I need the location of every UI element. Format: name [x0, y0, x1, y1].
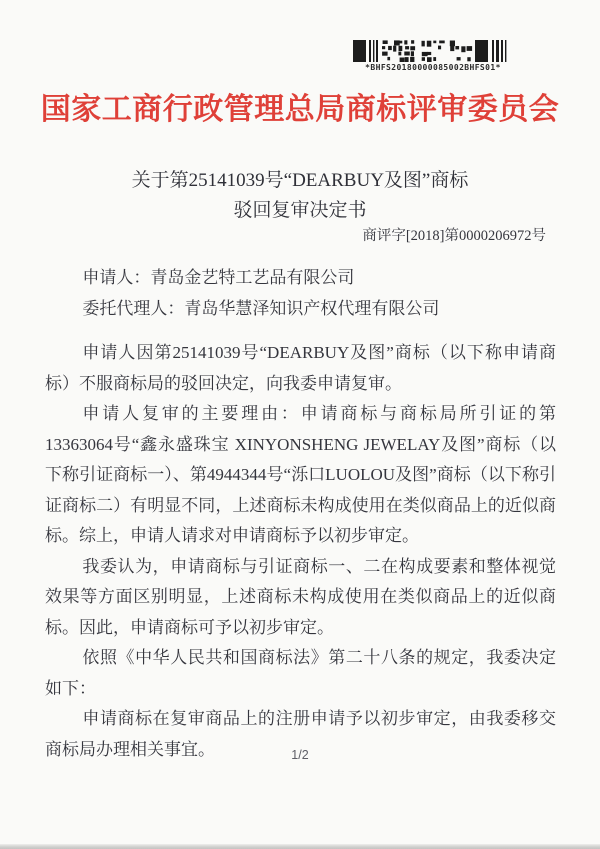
body-paragraph: 申请人因第25141039号“DEARBUY及图”商标（以下称申请商标）不服商标局的驳回决定，向我委申请复审。: [45, 343, 556, 393]
document-title: [0, 166, 600, 226]
barcode-image: [353, 40, 513, 62]
barcode-text: *BHFS20180000085002BHFS01*: [365, 63, 501, 72]
page-number: 1/2: [291, 748, 309, 762]
body-paragraph: 申请商标在复审商品上的注册申请予以初步审定，由我委移交商标局办理相关事宜。: [45, 709, 556, 759]
organization-header: 国家工商行政管理总局商标评审委员会: [40, 93, 560, 126]
scan-edge: [0, 844, 600, 849]
parties-section: [45, 262, 555, 324]
agent-line: 委托代理人：青岛华慧泽知识产权代理有限公司: [82, 299, 440, 318]
barcode: [353, 40, 513, 72]
document-title-line2: 驳回复审决定书: [233, 200, 367, 221]
case-number: 商评字[2018]第0000206972号: [362, 228, 546, 244]
applicant-line: 申请人：青岛金艺特工艺品有限公司: [82, 268, 355, 287]
document-title-line1: 关于第25141039号“DEARBUY及图”商标: [131, 170, 469, 191]
body-paragraph: 我委认为，申请商标与引证商标一、二在构成要素和整体视觉效果等方面区别明显，上述商标未构成使用在类似商品上的近似商标。因此，申请商标可予以初步审定。: [45, 556, 556, 637]
body-paragraph: 依照《中华人民共和国商标法》第二十八条的规定，我委决定如下：: [45, 648, 556, 698]
document-body: [45, 338, 556, 765]
body-paragraph: 申请人复审的主要理由：申请商标与商标局所引证的第13363064号“鑫永盛珠宝 XINYONSHENG JEWELAY及图”商标（以下称引证商标一）、第4944344号“泺口LUOLOU及图”商标（以下称引证商标二）有明显不同，上述商标未构成使用在类似商品上的近似商标。综上，申请人请求对申请商标予以初步审定。: [45, 404, 556, 545]
